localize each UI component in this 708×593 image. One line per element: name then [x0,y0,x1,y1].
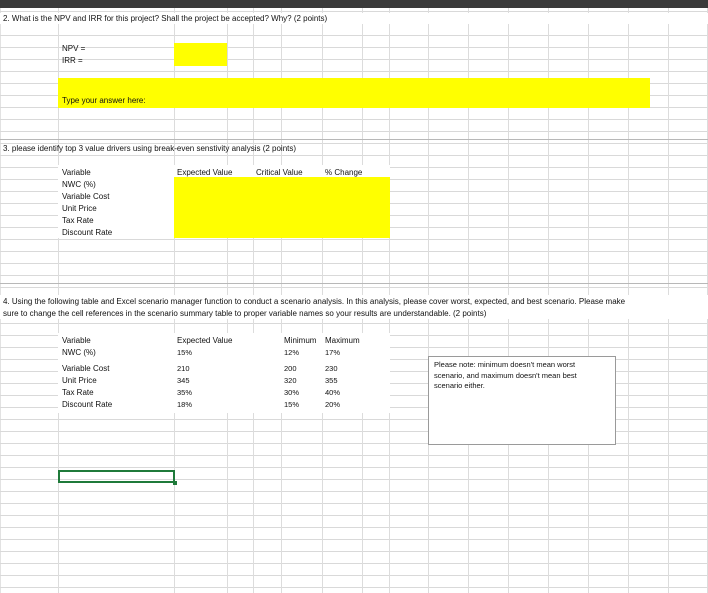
q3-header-expected: Expected Value [177,168,233,177]
table-row-variable: Discount Rate [62,400,113,409]
table-cell-expected: 210 [177,364,190,373]
table-cell-max: 40% [325,388,341,397]
q4-question-line1: 4. Using the following table and Excel scenario manager function to conduct a scenario analysis. In this analysis, please cover worst, expected, and best scenario. Please make [3,297,626,306]
section-divider [0,283,708,284]
q2-question-text: 2. What is the NPV and IRR for this project? Shall the project be accepted? Why? (2 points) [3,14,328,23]
table-row-variable: Tax Rate [62,388,94,397]
q3-question-text: 3. please identify top 3 value drivers using break-even senstivity analysis (2 points) [3,144,297,153]
table-cell-min: 15% [284,400,300,409]
q4-header-minimum: Minimum [284,336,317,345]
table-cell-max: 17% [325,348,341,357]
fill-handle[interactable] [173,481,177,485]
q4-header-variable: Variable [62,336,91,345]
q2-answer-prompt: Type your answer here: [62,96,146,105]
q3-header-critical: Critical Value [256,168,303,177]
table-cell-min: 30% [284,388,300,397]
q2-answer-box[interactable] [58,78,650,108]
table-row-variable: Variable Cost [62,364,110,373]
q3-variable: Discount Rate [62,228,113,237]
table-cell-expected: 35% [177,388,193,397]
table-row-variable: NWC (%) [62,348,96,357]
npv-irr-answer-cells[interactable] [174,43,227,66]
q3-answer-cells[interactable] [174,177,390,238]
q4-header-maximum: Maximum [325,336,360,345]
q4-question-line2: sure to change the cell references in the scenario summary table to proper variable names so your results are understandable. (2 points) [3,309,487,318]
active-cell-selection[interactable] [58,470,175,483]
section-divider [0,139,708,140]
table-cell-max: 230 [325,364,338,373]
table-cell-min: 320 [284,376,297,385]
table-cell-expected: 345 [177,376,190,385]
q3-variable: Unit Price [62,204,97,213]
irr-label: IRR = [62,56,83,65]
q3-variable: Variable Cost [62,192,110,201]
table-cell-expected: 18% [177,400,193,409]
table-cell-expected: 15% [177,348,193,357]
table-cell-max: 355 [325,376,338,385]
table-cell-min: 200 [284,364,297,373]
note-text: Please note: minimum doesn't mean worst scenario, and maximum doesn't mean best scenario either. [434,360,577,390]
q3-header-change: % Change [325,168,363,177]
q3-variable: Tax Rate [62,216,94,225]
q4-header-expected: Expected Value [177,336,233,345]
q3-variable: NWC (%) [62,180,96,189]
table-row-variable: Unit Price [62,376,97,385]
q3-header-variable: Variable [62,168,91,177]
table-cell-max: 20% [325,400,341,409]
npv-label: NPV = [62,44,86,53]
table-cell-min: 12% [284,348,300,357]
column-header-bar[interactable] [0,0,708,8]
